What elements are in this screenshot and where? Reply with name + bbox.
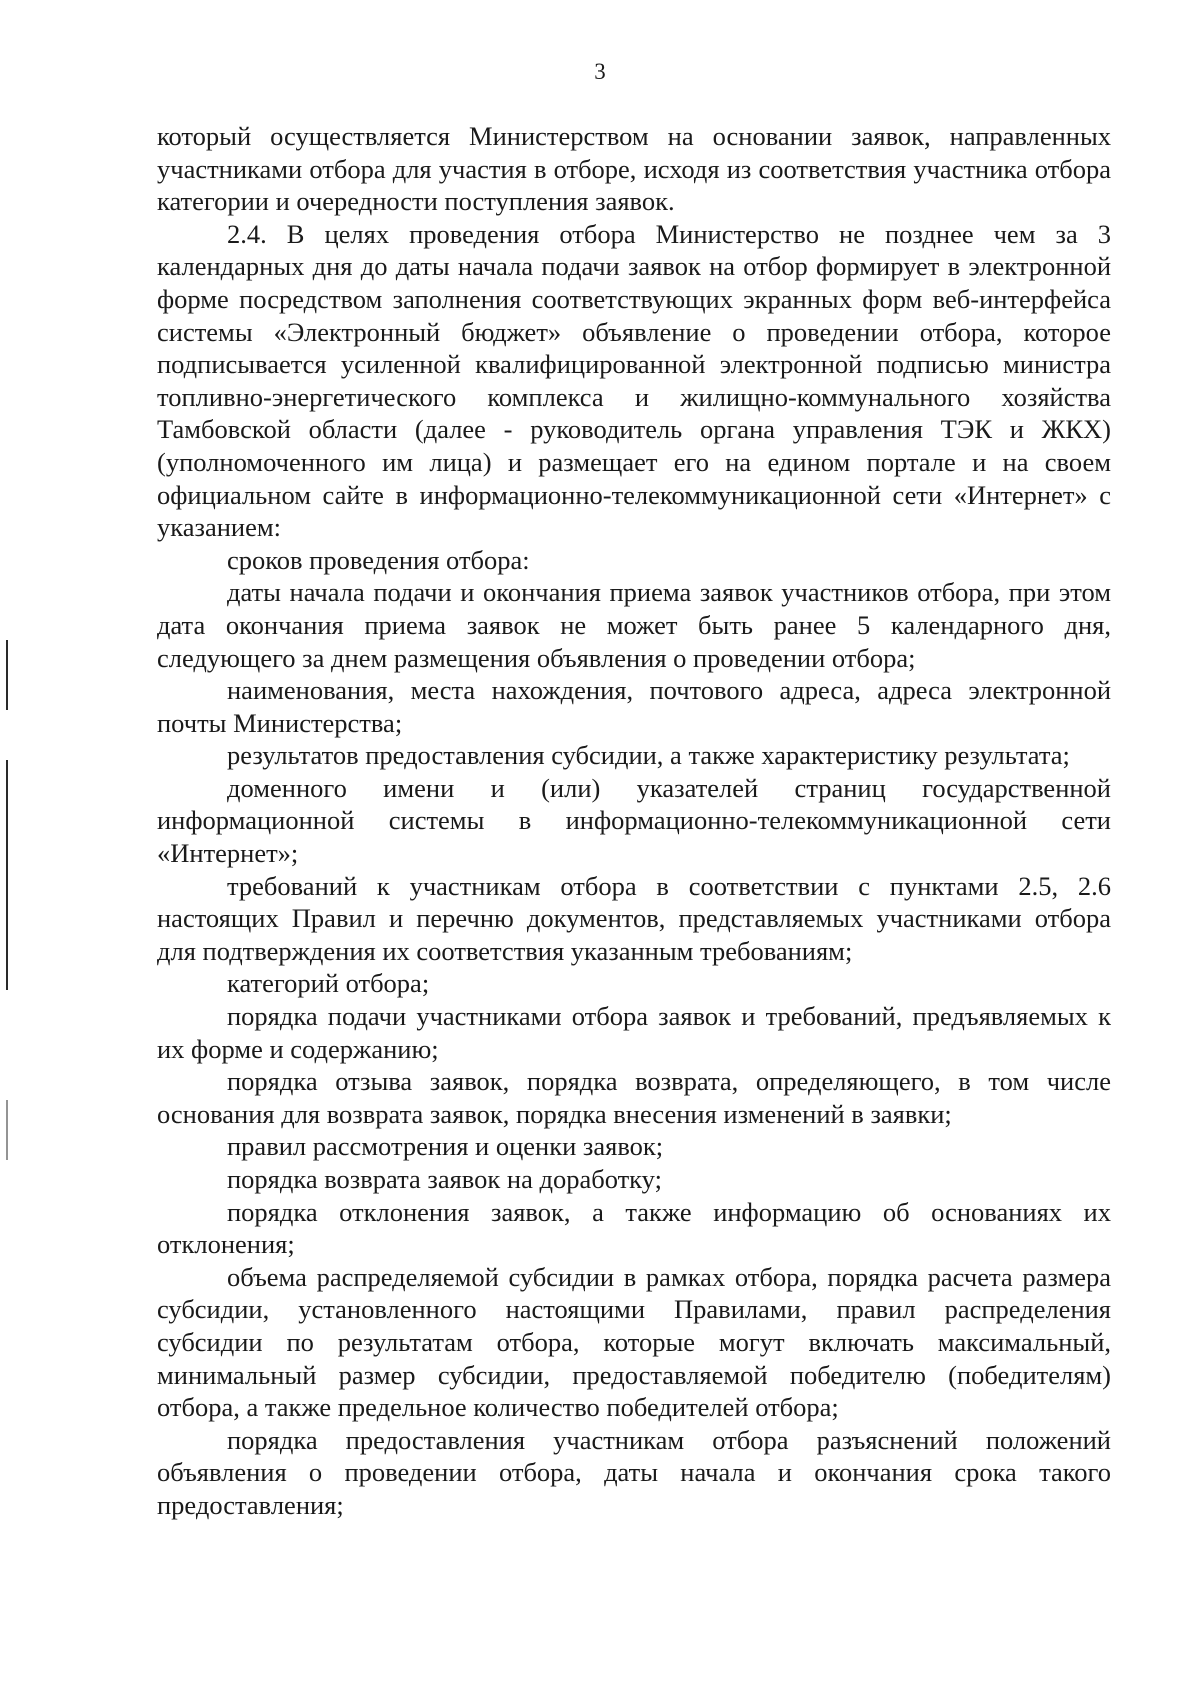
scan-edge-mark	[6, 760, 8, 990]
document-body	[157, 120, 1111, 1522]
paragraph: который осуществляется Министерством на основании заявок, направленных участниками отбора для участия в отборе, исходя из соответствия участника отбора категории и очередности поступления заявок.	[157, 121, 1111, 217]
paragraph: сроков проведения отбора:	[227, 544, 530, 575]
paragraph: правил рассмотрения и оценки заявок;	[227, 1131, 664, 1162]
paragraph: категорий отбора;	[227, 968, 430, 999]
scan-edge-mark	[6, 1100, 8, 1160]
paragraph: 2.4. В целях проведения отбора Министерство не позднее чем за 3 календарных дня до даты начала подачи заявок на отбор формирует в электронной форме посредством заполнения соответствующих экранных форм веб-интерфейса системы «Электронный бюджет» объявление о проведении отбора, которое подписывается усиленной квалифицированной электронной подписью министра топливно-энергетического комплекса и жилищно-коммунального хозяйства Тамбовской области (далее - руководитель органа управления ТЭК и ЖКХ) (уполномоченного им лица) и размещает его на едином портале и на своем официальном сайте в информационно-телекоммуникационной сети «Интернет» с указанием:	[157, 218, 1111, 543]
paragraph: результатов предоставления субсидии, а также характеристику результата;	[227, 740, 1070, 771]
paragraph: порядка предоставления участникам отбора разъяснений положений объявления о проведении отбора, даты начала и окончания срока такого предоставления;	[157, 1424, 1111, 1520]
paragraph: порядка отзыва заявок, порядка возврата, определяющего, в том числе основания для возврата заявок, порядка внесения изменений в заявки;	[157, 1066, 1111, 1129]
paragraph: порядка подачи участниками отбора заявок и требований, предъявляемых к их форме и содержанию;	[157, 1001, 1111, 1064]
paragraph: порядка отклонения заявок, а также информацию об основаниях их отклонения;	[157, 1196, 1111, 1260]
paragraph: даты начала подачи и окончания приема заявок участников отбора, при этом дата окончания приема заявок не может быть ранее 5 календарного дня, следующего за днем размещения объявления о проведении отбора;	[157, 577, 1111, 673]
paragraph: объема распределяемой субсидии в рамках отбора, порядка расчета размера субсидии, установленного настоящими Правилами, правил распределения субсидии по результатам отбора, которые могут включать максимальный, минимальный размер субсидии, предоставляемой победителю (победителям) отбора, а также предельное количество победителей отбора;	[157, 1261, 1111, 1423]
scan-edge-mark	[6, 640, 8, 710]
paragraph: требований к участникам отбора в соответствии с пунктами 2.5, 2.6 настоящих Правил и перечню документов, представляемых участниками отбора для подтверждения их соответствия указанным требованиям;	[157, 870, 1111, 966]
page-number: 3	[594, 59, 606, 84]
paragraph: порядка возврата заявок на доработку;	[227, 1164, 662, 1194]
paragraph: доменного имени и (или) указателей страниц государственной информационной системы в информационно-телекоммуникационной сети «Интернет»;	[157, 772, 1111, 869]
paragraph: наименования, места нахождения, почтового адреса, адреса электронной почты Министерства;	[157, 675, 1111, 738]
